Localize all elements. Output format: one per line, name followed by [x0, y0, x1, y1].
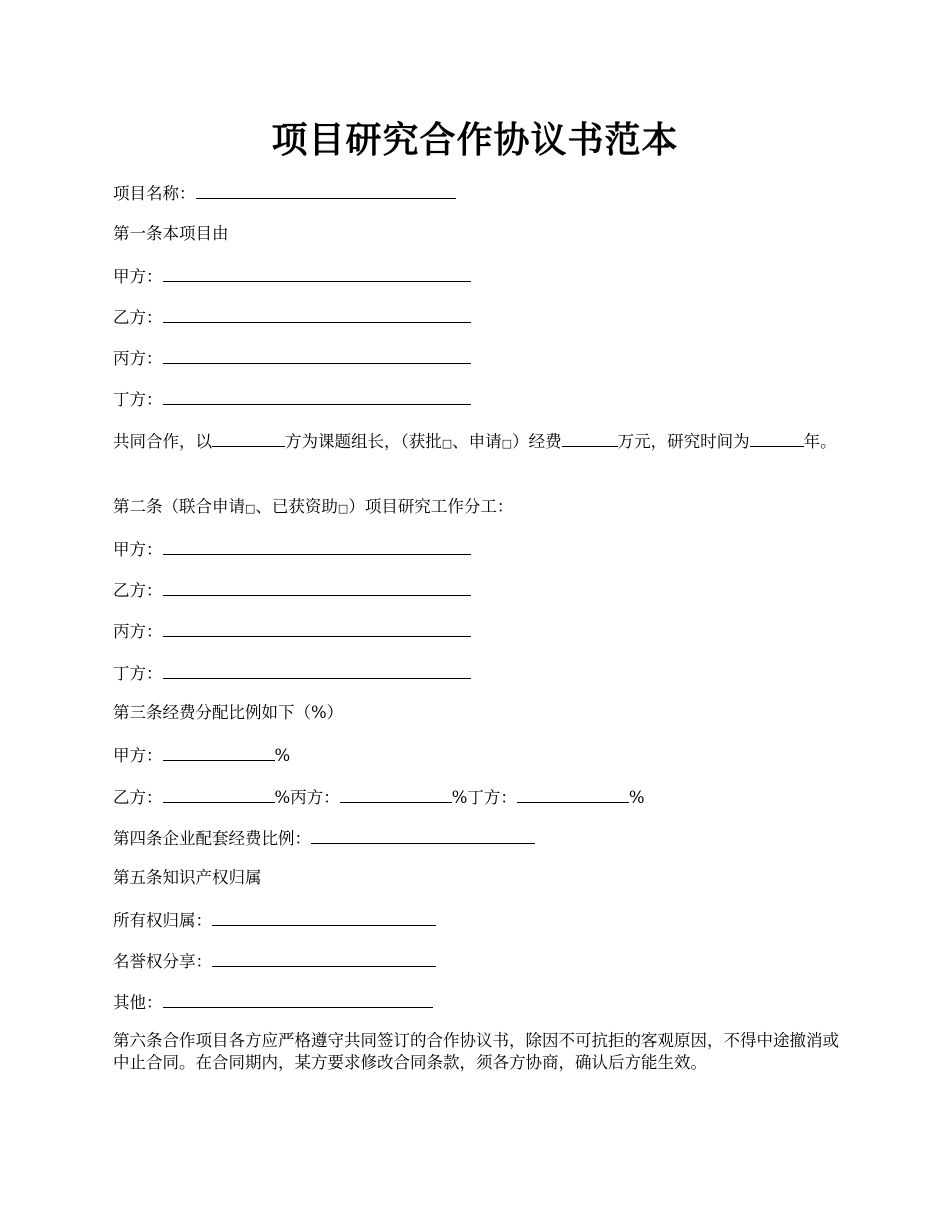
party-c-label: 丙方： [113, 622, 163, 641]
honor-line [113, 949, 436, 973]
other-line [113, 990, 433, 1014]
leader-blank[interactable] [212, 429, 285, 447]
share-c-blank[interactable] [340, 785, 452, 803]
party-d-line [113, 387, 471, 411]
article-2-text: ）项目研究工作分工： [348, 497, 514, 516]
article-4-label: 第四条企业配套经费比例： [113, 829, 311, 848]
article-2-text: 第二条（联合申请 [113, 497, 245, 516]
party-b-label: 乙方： [113, 581, 163, 600]
cooperation-text: ）经费 [512, 432, 562, 451]
article-3-heading: 第三条经费分配比例如下（%） [113, 703, 344, 722]
party-a-label: 甲方： [113, 746, 163, 765]
cooperation-text: 方为课题组长，（获批 [285, 432, 442, 451]
ownership-blank[interactable] [212, 908, 436, 926]
cooperation-text: 年。 [803, 432, 837, 451]
percent-sign: % [628, 788, 645, 807]
project-name-label: 项目名称： [113, 184, 196, 203]
enterprise-funding-blank[interactable] [311, 826, 535, 844]
article-6-paragraph: 第六条合作项目各方应严格遵守共同签订的合作协议书，除因不可抗拒的客观原因，不得中途撤消或中止合同。在合同期内，某方要求修改合同条款，须各方协商，确认后方能生效。 [113, 1031, 839, 1072]
division-d-blank[interactable] [163, 661, 471, 679]
division-c-blank[interactable] [163, 619, 471, 637]
party-b-blank[interactable] [163, 305, 471, 323]
funded-checkbox[interactable]: □ [337, 502, 349, 515]
ownership-line [113, 908, 436, 932]
honor-blank[interactable] [212, 949, 436, 967]
percent-sign: % [274, 788, 291, 807]
division-d-line [113, 661, 471, 685]
percent-sign: % [451, 788, 468, 807]
joint-apply-checkbox[interactable]: □ [245, 502, 256, 515]
article-1-heading: 第一条本项目由 [113, 224, 229, 243]
percent-sign: % [274, 746, 291, 765]
cooperation-text: 万元，研究时间为 [617, 432, 750, 451]
party-b-label: 乙方： [113, 788, 163, 807]
party-d-label: 丁方： [467, 788, 517, 807]
article-2-text: 、已获资助 [255, 497, 338, 516]
party-a-blank[interactable] [163, 264, 471, 282]
article-5-heading: 第五条知识产权归属 [113, 868, 262, 887]
project-name-line [113, 181, 456, 205]
cooperation-text: 、申请 [452, 432, 502, 451]
party-a-label: 甲方： [113, 540, 163, 559]
party-c-blank[interactable] [163, 346, 471, 364]
division-a-line [113, 537, 471, 561]
article-2-heading [113, 496, 513, 520]
approved-checkbox[interactable]: □ [441, 437, 453, 450]
party-b-label: 乙方： [113, 308, 163, 327]
article-4-line [113, 826, 535, 850]
party-d-label: 丁方： [113, 390, 163, 409]
party-c-label: 丙方： [290, 788, 340, 807]
document-title: 项目研究合作协议书范本 [271, 120, 679, 161]
project-name-blank[interactable] [196, 181, 456, 199]
party-b-line [113, 305, 471, 329]
cooperation-text: 共同合作，以 [113, 432, 212, 451]
division-b-blank[interactable] [163, 578, 471, 596]
cooperation-paragraph [113, 429, 839, 455]
share-d-blank[interactable] [517, 785, 629, 803]
other-blank[interactable] [163, 990, 433, 1008]
party-d-label: 丁方： [113, 664, 163, 683]
party-a-label: 甲方： [113, 267, 163, 286]
share-a-line [113, 743, 290, 767]
division-b-line [113, 578, 471, 602]
party-c-line [113, 346, 471, 370]
share-a-blank[interactable] [163, 743, 275, 761]
other-label: 其他： [113, 993, 163, 1012]
division-c-line [113, 619, 471, 643]
honor-label: 名誉权分享： [113, 952, 212, 971]
applied-checkbox[interactable]: □ [501, 437, 513, 450]
ownership-label: 所有权归属： [113, 911, 212, 930]
division-a-blank[interactable] [163, 537, 471, 555]
party-a-line [113, 264, 471, 288]
funding-blank[interactable] [562, 429, 618, 447]
share-b-blank[interactable] [163, 785, 275, 803]
share-bcd-line [113, 785, 645, 809]
party-d-blank[interactable] [163, 387, 471, 405]
party-c-label: 丙方： [113, 349, 163, 368]
duration-blank[interactable] [750, 429, 804, 447]
